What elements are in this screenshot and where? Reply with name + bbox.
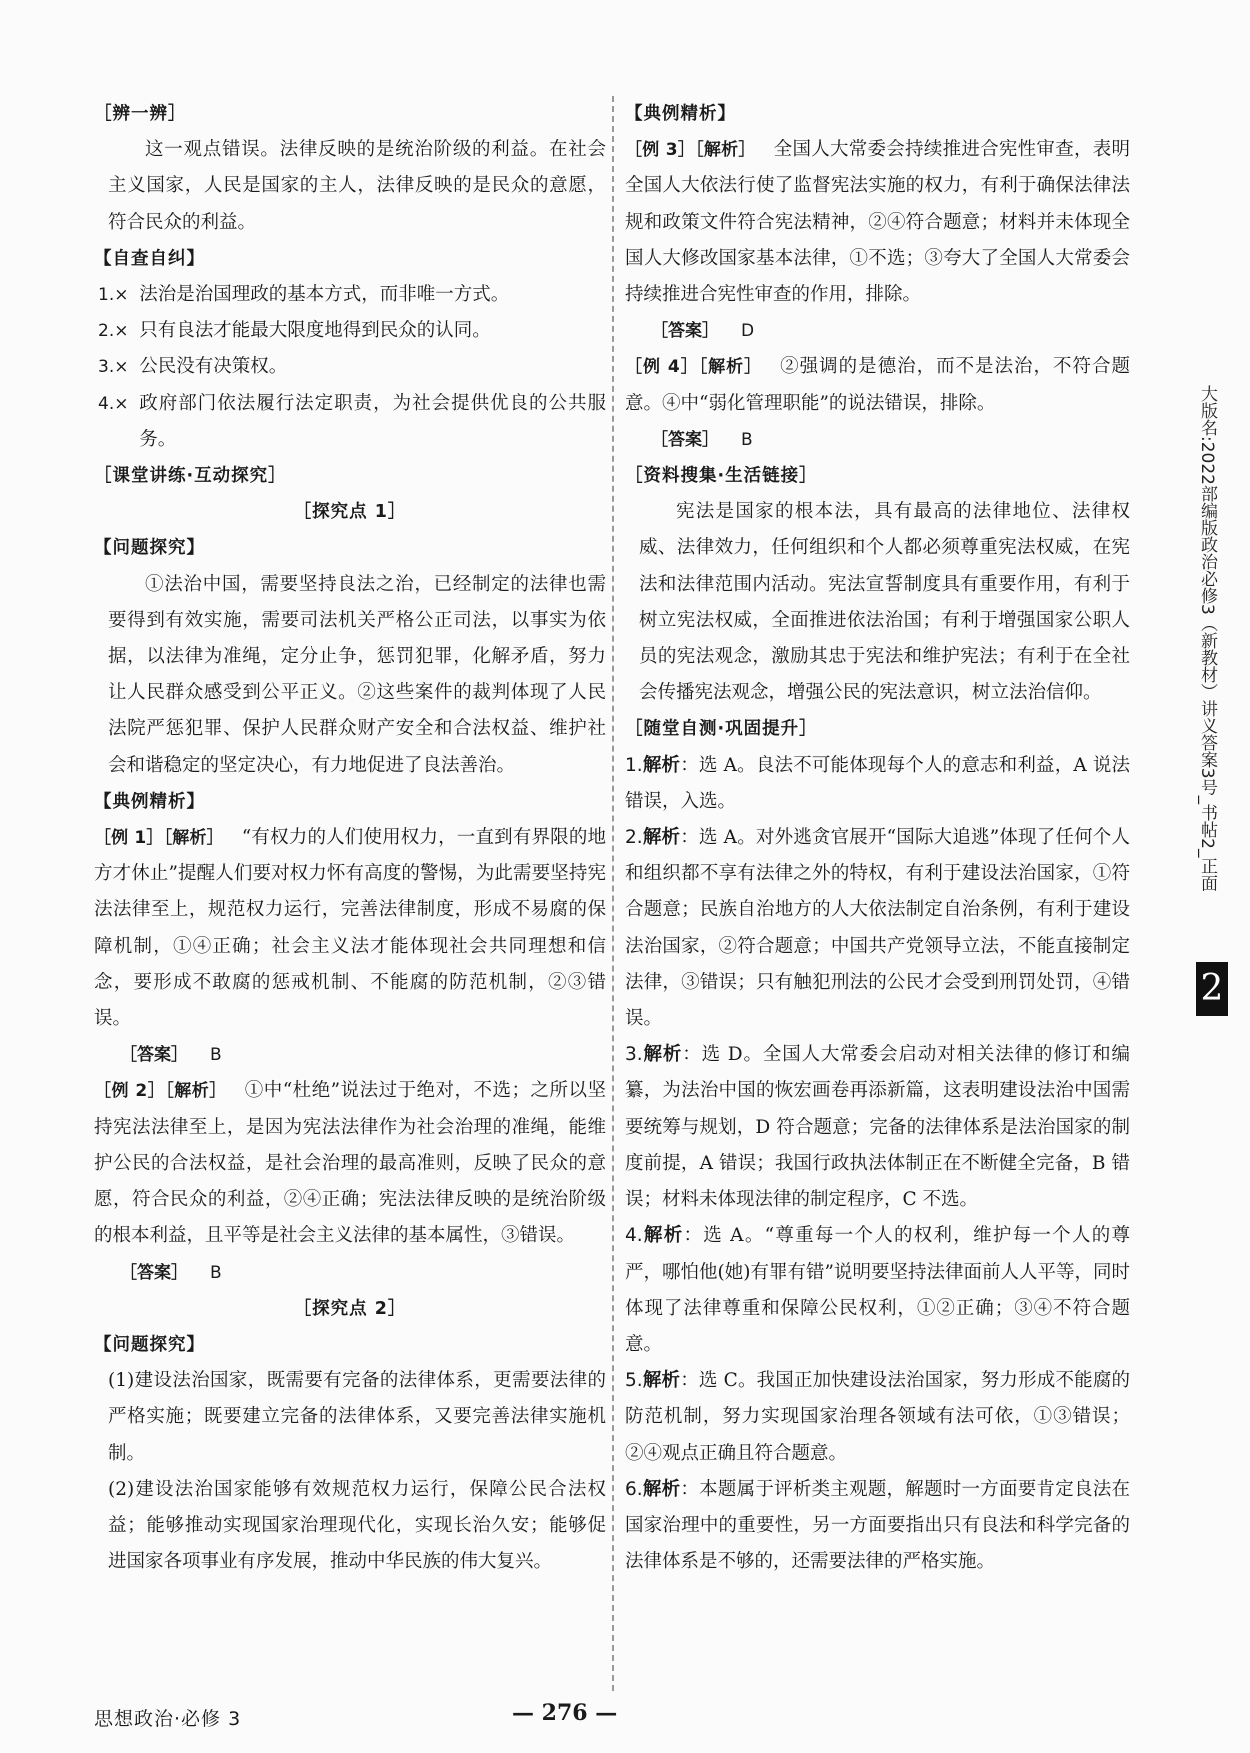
analysis-label: 解析 — [642, 1478, 681, 1500]
question-number: 3. — [625, 1044, 643, 1066]
question-text: ：选 C。我国正加快建设法治国家，努力形成不能腐的防范机制，努力实现国家治理各领域有法可依，①③错误；②④观点正确且符合题意。 — [625, 1370, 1130, 1464]
example-1 — [94, 820, 606, 1037]
example-2-answer — [120, 1255, 606, 1291]
item-text: 法治是治国理政的基本方式，而非唯一方式。 — [139, 284, 510, 306]
answer-label: ［答案］ — [120, 1262, 188, 1283]
analysis-label: 解析 — [642, 1044, 683, 1066]
item-text: 公民没有决策权。 — [139, 356, 288, 378]
side-edition-text: 大版名:2022部编版政治必修3（新教材）讲义答案3号_书帖2_正面 — [1197, 385, 1217, 892]
item-text: 只有良法才能最大限度地得到民众的认同。 — [139, 320, 491, 342]
ziliao-heading: ［资料搜集·生活链接］ — [625, 466, 818, 487]
list-item — [98, 313, 606, 349]
left-column — [94, 96, 606, 1580]
answer-label: ［答案］ — [651, 321, 719, 342]
example-1-answer — [120, 1037, 606, 1073]
example-tag: ［例 1］［解析］ — [94, 828, 224, 849]
item-number: 1.× — [98, 285, 140, 306]
question-answer — [625, 1218, 1130, 1363]
example-tag: ［例 4］［解析］ — [625, 357, 763, 378]
example-tag: ［例 3］［解析］ — [625, 140, 756, 161]
dianli2-heading: 【典例精析】 — [625, 104, 736, 124]
question-answer — [625, 748, 1130, 820]
ketang-heading: ［课堂讲练·互动探究］ — [94, 466, 287, 487]
side-section-tab: 2 — [1196, 962, 1228, 1016]
question-text: ：选 D。全国人大常委会启动对相关法律的修订和编纂，为法治中国的恢宏画卷再添新篇，这表明建设法治中国需要统筹与规划，D 符合题意；完备的法律体系是法治国家的制度前提，A 错误；我国行政执法体制正在不断健全完备，B 错误；材料未体现法律的制定程序，C 不选。 — [625, 1044, 1130, 1211]
wenti1-heading: 【问题探究】 — [94, 538, 205, 559]
analysis-label: 解析 — [642, 754, 681, 776]
answer-value: B — [210, 1045, 222, 1066]
example-text: ②强调的是德治，而不是法治，不符合题意。④中“弱化管理职能”的说法错误，排除。 — [625, 356, 1130, 414]
tanjiu2-heading: ［探究点 2］ — [293, 1298, 407, 1319]
example-3-answer — [651, 313, 1130, 349]
question-text: ：本题属于评析类主观题，解题时一方面要肯定良法在国家治理中的重要性，另一方面要指出只有良法和科学完备的法律体系是不够的，还需要法律的严格实施。 — [625, 1478, 1130, 1573]
answer-value: D — [741, 321, 755, 342]
footer-subject: 思想政治·必修 3 — [94, 1708, 242, 1730]
question-answer — [625, 1472, 1130, 1581]
tanjiu1-heading: ［探究点 1］ — [293, 502, 407, 523]
question-answer — [625, 1037, 1130, 1218]
column-divider — [612, 96, 614, 1691]
list-item — [98, 386, 606, 458]
list-item — [98, 277, 606, 313]
analysis-label: 解析 — [642, 1225, 684, 1247]
item-text: 政府部门依法履行法定职责，为社会提供优良的公共服务。 — [139, 392, 606, 450]
question-number: 5. — [625, 1370, 643, 1392]
ziliao-text: 宪法是国家的根本法，具有最高的法律地位、法律权威、法律效力，任何组织和个人都必须尊重宪法权威，在宪法和法律范围内活动。宪法宣誓制度具有重要作用，有利于树立宪法权威，全面推进依法治国；有利于增强国家公职人员的宪法观念，激励其忠于宪法和维护宪法；有利于在全社会传播宪法观念，增强公民的宪法意识，树立法治信仰。 — [639, 501, 1130, 704]
dianli1-heading: 【典例精析】 — [94, 791, 205, 812]
question-answer — [625, 1363, 1130, 1472]
item-number: 3.× — [98, 357, 140, 378]
question-text: ：选 A。良法不可能体现每个人的意志和利益，A 说法错误，入选。 — [625, 754, 1130, 812]
zicha-heading: 【自查自纠】 — [94, 248, 205, 269]
suitang-heading: ［随堂自测·巩固提升］ — [625, 719, 818, 740]
example-text: ①中“杜绝”说法过于绝对，不选；之所以坚持宪法法律至上，是因为宪法法律作为社会治理的准绳，能维护公民的合法权益，是社会治理的最高准则，反映了民众的意愿，符合民众的利益，②④正确；宪法法律反映的是统治阶级的根本利益，且平等是社会主义法律的基本属性，③错误。 — [94, 1080, 607, 1247]
analysis-label: 解析 — [642, 827, 681, 849]
question-number: 4. — [625, 1225, 643, 1247]
answer-label: ［答案］ — [120, 1045, 188, 1066]
question-number: 2. — [625, 827, 643, 849]
analysis-label: 解析 — [642, 1370, 681, 1392]
question-number: 1. — [625, 754, 643, 776]
example-tag: ［例 2］［解析］ — [94, 1081, 227, 1102]
right-column — [625, 96, 1130, 1580]
question-text: ：选 A。对外逃贪官展开“国际大追逃”体现了任何个人和组织都不享有法律之外的特权，有利于建设法治国家，①符合题意；民族自治地方的人大依法制定自治条例，有利于建设法治国家，②符合题意；中国共产党领导立法，不能直接制定法律，③错误；只有触犯刑法的公民才会受到刑罚处罚，④错误。 — [625, 827, 1130, 1030]
example-text: 全国人大常委会持续推进合宪性审查，表明全国人大依法行使了监督宪法实施的权力，有利于确保法律法规和政策文件符合宪法精神，②④符合题意；材料并未体现全国人大修改国家基本法律，①不选；③夸大了全国人大常委会持续推进合宪性审查的作用，排除。 — [625, 139, 1130, 306]
example-3 — [625, 132, 1130, 313]
wenti2-heading: 【问题探究】 — [94, 1334, 205, 1355]
question-text: ：选 A。“尊重每一个人的权利，维护每一个人的尊严，哪怕他(她)有罪有错”说明要坚持法律面前人人平等，同时体现了法律尊重和保障公民权利，①②正确；③④不符合题意。 — [625, 1225, 1130, 1355]
answer-value: B — [741, 429, 753, 450]
answer-label: ［答案］ — [651, 429, 719, 450]
bian-text: 这一观点错误。法律反映的是统治阶级的利益。在社会主义国家，人民是国家的主人，法律反映的是民众的意愿，符合民众的利益。 — [108, 139, 606, 233]
list-item — [98, 349, 606, 385]
item-number: 2.× — [98, 321, 140, 342]
bian-heading: ［辨一辨］ — [94, 104, 187, 124]
example-4-answer — [651, 422, 1130, 458]
wenti2-p1: (1)建设法治国家，既需要有完备的法律体系，更需要法律的严格实施；既要建立完备的法律体系，又要完善法律实施机制。 — [108, 1370, 606, 1464]
question-number: 6. — [625, 1478, 643, 1500]
question-answer — [625, 820, 1130, 1037]
example-text: “有权力的人们使用权力，一直到有界限的地方才休止”提醒人们要对权力怀有高度的警惕，为此需要坚持宪法法律至上，规范权力运行，完善法律制度，形成不易腐的保障机制，①④正确；社会主义法才能体现社会共同理想和信念，要形成不敢腐的惩戒机制、不能腐的防范机制，②③错误。 — [94, 827, 607, 1030]
answer-value: B — [210, 1262, 222, 1283]
page-number: — 276 — — [512, 1700, 618, 1726]
example-4 — [625, 349, 1130, 421]
item-number: 4.× — [98, 393, 140, 414]
wenti2-p2: (2)建设法治国家能够有效规范权力运行，保障公民合法权益；能够推动实现国家治理现代化，实现长治久安；能够促进国家各项事业有序发展，推动中华民族的伟大复兴。 — [108, 1478, 606, 1573]
example-2 — [94, 1073, 606, 1254]
wenti1-text: ①法治中国，需要坚持良法之治，已经制定的法律也需要得到有效实施，需要司法机关严格公正司法，以事实为依据，以法律为准绳，定分止争，惩罚犯罪，化解矛盾，努力让人民群众感受到公平正义。②这些案件的裁判体现了人民法院严惩犯罪、保护人民群众财产安全和合法权益、维护社会和谐稳定的坚定决心，有力地促进了良法善治。 — [108, 573, 606, 776]
